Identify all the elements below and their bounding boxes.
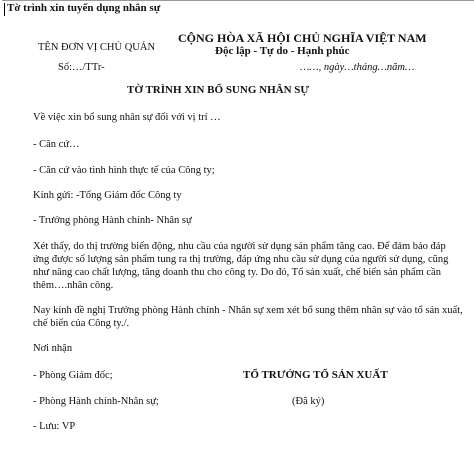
- recipients-label: Nơi nhận: [33, 343, 73, 354]
- recipient-item: - Lưu: VP: [33, 421, 76, 432]
- recipient-item: - Phòng Giám đốc;: [33, 370, 113, 381]
- addressee-line: - Trưởng phòng Hành chính- Nhân sự: [33, 215, 192, 226]
- subject-line: Về việc xin bổ sung nhân sự đối với vị trí …: [33, 112, 221, 123]
- national-motto: Độc lập - Tự do - Hạnh phúc: [215, 45, 350, 57]
- text-cursor: [4, 3, 5, 16]
- recipient-item: - Phòng Hành chính-Nhân sự;: [33, 396, 159, 407]
- org-name: TÊN ĐƠN VỊ CHỦ QUẢN: [38, 42, 156, 53]
- document-number: Số:…/TTr-: [58, 62, 105, 73]
- body-paragraph: Xét thấy, do thị trường biến động, nhu cầu của người sử dụng sản phẩm tăng cao. Để đảm bảo đáp ứng được số lượng sản phẩm tung ra thị trường, đáp ứng nhu cầu sử dụng của người sử dụng, cũng như nâng cao chất lượng, tăng doanh thu cho công ty. Do đó, Tổ sản xuất, chế biến sản phẩm cần thêm….nhân công.: [33, 241, 449, 291]
- page-top-border: [2, 0, 474, 1]
- signed-note: (Đã ký): [292, 396, 325, 407]
- signer-title: TỔ TRƯỞNG TỔ SẢN XUẤT: [243, 369, 388, 381]
- basis-item: - Căn cứ vào tình hình thực tế của Công ty;: [33, 165, 215, 176]
- document-date: ……, ngày…tháng…năm…: [300, 62, 415, 73]
- basis-item: - Căn cứ…: [33, 139, 80, 150]
- national-title: CỘNG HÒA XÃ HỘI CHỦ NGHĨA VIỆT NAM: [178, 31, 427, 45]
- request-paragraph: Nay kính đề nghị Trưởng phòng Hành chính - Nhân sự xem xét bổ sung thêm nhân sự vào tổ sản xuất, chế biến của Công ty./.: [33, 305, 463, 329]
- document-heading: Tờ trình xin tuyển dụng nhân sự: [7, 2, 161, 14]
- addressee-line: Kính gửi: -Tổng Giám đốc Công ty: [33, 190, 182, 201]
- main-title: TỜ TRÌNH XIN BỔ SUNG NHÂN SỰ: [127, 84, 310, 96]
